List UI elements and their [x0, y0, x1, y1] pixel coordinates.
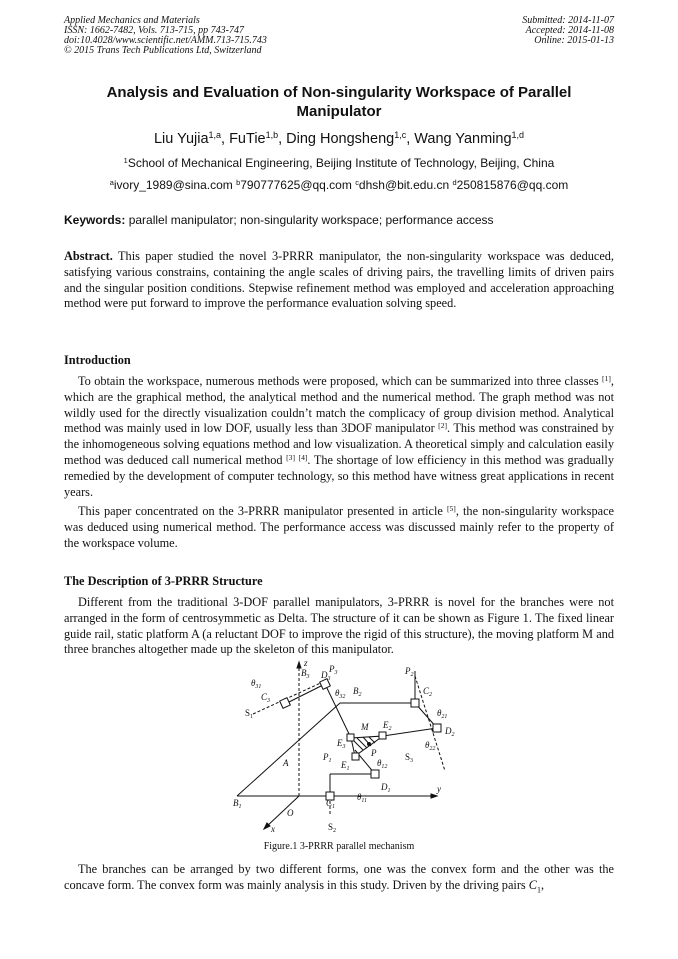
label-theta12: $\theta_{12}$ [377, 758, 388, 770]
joint-e2 [379, 732, 386, 739]
structure-text: The branches can be arranged by two different forms, one was the convex form and the other was the concave form. The convex form was mainly analysis in this study. Driven by the driving pairs [64, 862, 614, 892]
structure-heading: The Description of 3-PRRR Structure [64, 574, 263, 588]
intro-text: To obtain the workspace, numerous methods were proposed, which can be summarized into three classes [78, 374, 603, 388]
author-sup: 1,c [394, 130, 407, 141]
abstract [64, 249, 614, 312]
intro-text: , the non-singularity workspace was deduced using numerical method. The performance access was discussed mainly refer to the property of the workspace volume. [64, 504, 614, 550]
platform-hatch [369, 737, 375, 743]
journal-header [64, 16, 267, 56]
intro-text: This paper concentrated on the 3-PRRR manipulator presented in article [78, 504, 447, 518]
abstract-text: This paper studied the novel 3-PRRR manipulator, the non-singularity workspace was deduced, satisfying various constrains, containing the angle scales of driving pairs, the travelling limits of driven pairs and the singular position conditions. Stepwise refinement method was employed and acceleration approaching method were put forward to improve the performance evaluation solving speed. [64, 249, 615, 311]
citation-1[interactable]: [1] [602, 373, 611, 383]
citation-3[interactable]: [3] [286, 452, 295, 462]
accepted-date: Accepted: 2014-11-08 [525, 25, 614, 36]
affiliation [64, 156, 614, 171]
author-sup: 1,d [511, 130, 525, 141]
label-c1: $C_1$ [326, 798, 336, 810]
dates-header [522, 16, 614, 46]
journal-copyright: © 2015 Trans Tech Publications Ltd, Switzerland [64, 45, 262, 56]
joint-c2 [411, 699, 419, 707]
joint-d1 [371, 770, 379, 778]
author-name: Liu Yujia [153, 131, 209, 147]
structure-paragraph-1: Different from the traditional 3-DOF parallel manipulators, 3-PRRR is novel for the branches were not arranged in the form of centrosymmetic as Delta. The structure of it can be shown as Figure 1. The fixed linear guide rail, static platform A (a reluctant DOF to improve the rigid of this structure), the moving platform M and three branches altogether made up the skeleton of this manipulator. [64, 595, 614, 657]
symbol-c-sub: 1 [537, 885, 541, 895]
author-name: Ding Hongsheng [286, 131, 395, 147]
joint-c3 [280, 698, 291, 709]
author-name: FuTie [229, 131, 266, 147]
label-theta11: $\theta_{11}$ [357, 792, 367, 804]
label-p3: $P_3$ [329, 664, 338, 676]
email-sup: d [452, 177, 457, 187]
structure-text: , [541, 877, 545, 892]
label-b2: $B_2$ [353, 686, 362, 698]
intro-paragraph-1 [64, 374, 614, 500]
figure-caption: Figure.1 3-PRRR parallel mechanism [263, 841, 415, 852]
label-s3: $S_3$ [405, 752, 414, 764]
citation-4[interactable]: [4] [298, 452, 308, 462]
label-e1: $E_1$ [341, 760, 350, 772]
label-p2: $P_2$ [405, 666, 414, 678]
label-e2: $E_2$ [383, 720, 392, 732]
online-date: Online: 2015-01-13 [534, 35, 614, 46]
email-sup: b [236, 177, 241, 187]
author-name: Wang Yanming [414, 131, 512, 147]
affiliation-text: School of Mechanical Engineering, Beijing Institute of Technology, Beijing, China [127, 156, 555, 170]
intro-text: , which are the graphical method, the analytical method and the numerical method. The graph method was not wildly used for the directly visualization couldn’t match the complicacy of group division method. Analytical method was mainly used in low DOF, usually less than 3DOF manipulator [64, 374, 614, 436]
label-b3: $B_3$ [301, 668, 310, 680]
label-s2: $S_2$ [328, 822, 337, 834]
intro-paragraph-2 [64, 504, 614, 551]
label-d1: $D_1$ [381, 782, 391, 794]
email-link[interactable]: 790777625@qq.com [240, 178, 352, 192]
label-d2: $D_2$ [445, 726, 455, 738]
label-m: M [361, 722, 369, 732]
email-list [64, 178, 614, 193]
submitted-date: Submitted: 2014-11-07 [522, 15, 614, 26]
citation-2[interactable]: [2] [438, 421, 448, 431]
symbol-c: C [528, 877, 537, 892]
email-link[interactable]: 250815876@qq.com [456, 178, 569, 192]
mechanism-diagram [225, 656, 465, 834]
email-sup: a [109, 177, 114, 187]
author-sup: 1,a [208, 130, 222, 141]
email-link[interactable]: dhsh@bit.edu.cn [358, 178, 450, 192]
joint-d2 [433, 724, 441, 732]
email-sup: c [355, 177, 359, 187]
label-x: x [271, 824, 275, 834]
label-theta31: $\theta_{31}$ [251, 678, 262, 690]
keywords-label: Keywords: [64, 213, 126, 227]
paper-title: Analysis and Evaluation of Non-singularity Workspace of Parallel Manipulator [106, 84, 572, 120]
journal-name: Applied Mechanics and Materials [64, 15, 200, 26]
abstract-label: Abstract. [64, 249, 113, 263]
figure-1 [225, 656, 465, 834]
label-y: y [437, 784, 441, 794]
y-arrow [431, 794, 437, 798]
affiliation-sup: 1 [123, 155, 128, 165]
branch3-link1 [285, 684, 325, 704]
keywords-text: parallel manipulator; non-singularity workspace; performance access [128, 213, 494, 227]
label-theta22: $\theta_{22}$ [425, 740, 436, 752]
introduction-heading: Introduction [64, 353, 131, 367]
label-d3: $D_3$ [321, 670, 331, 682]
keywords [64, 213, 614, 228]
citation-5[interactable]: [5] [446, 503, 456, 513]
label-theta21: $\theta_{21}$ [437, 708, 448, 720]
point-p [367, 742, 371, 746]
label-e3: $E_3$ [337, 738, 346, 750]
journal-issn: ISSN: 1662-7482, Vols. 713-715, pp 743-747 [64, 25, 244, 36]
author-sup: 1,b [265, 130, 279, 141]
journal-doi: doi:10.4028/www.scientific.net/AMM.713-715.743 [64, 35, 267, 46]
label-s1: $S_1$ [245, 708, 254, 720]
intro-text: . This method was constrained by the inhomogeneous solving equations method and low visualization. A theoretical simply and calculation easily method was deduced call numerical method [64, 421, 614, 467]
label-p1: $P_1$ [323, 752, 332, 764]
email-link[interactable]: ivory_1989@sina.com [113, 178, 233, 192]
author-list: Liu Yujia$^{1,a}$, FuTie$^{1,b}$, Ding Hongsheng$^{1,c}$, Wang Yanming$^{1,d}$ [153, 130, 525, 147]
label-a: A [283, 758, 289, 768]
joint-e3 [347, 734, 354, 741]
label-c3: $C_3$ [261, 692, 271, 704]
label-theta32: $\theta_{32}$ [335, 688, 346, 700]
label-c2: $C_2$ [423, 686, 433, 698]
label-b1: $B_1$ [233, 798, 242, 810]
label-p: P [371, 748, 377, 758]
joint-e1 [352, 753, 359, 760]
label-z: z [304, 658, 308, 668]
structure-paragraph-2 [64, 862, 614, 898]
label-o: O [287, 808, 294, 818]
intro-text: . The shortage of low efficiency in this method was gradually remedied by the development of computer technology, so this method have witness great applications in recent years. [64, 452, 614, 499]
